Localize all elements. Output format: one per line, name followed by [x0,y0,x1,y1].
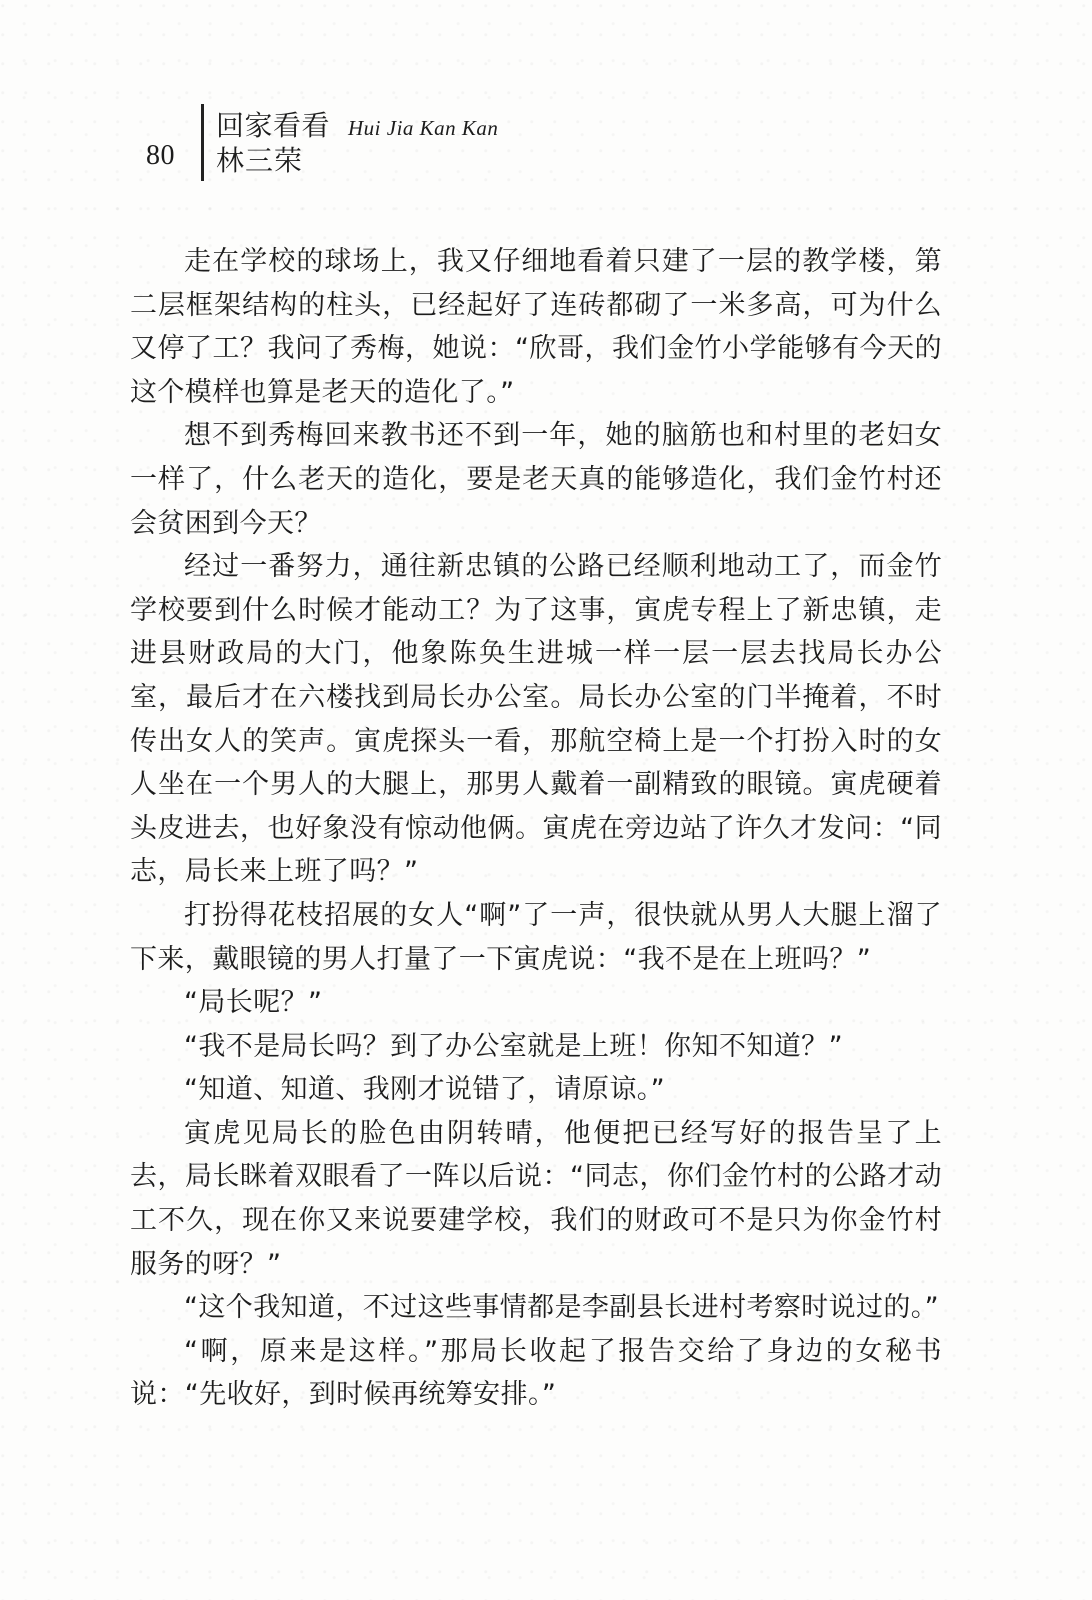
paragraph: 打扮得花枝招展的女人“啊”了一声，很快就从男人大腿上溜了下来，戴眼镜的男人打量了一下寅虎说：“我不是在上班吗？” [130,899,942,975]
dialogue-line: “这个我知道，不过这些事情都是李副县长进村考察时说过的。” [184,1292,940,1324]
author-name: 林三荣 [216,144,304,177]
dialogue-line: “局长呢？” [184,987,323,1019]
book-title: 回家看看 [216,109,331,142]
paragraph: “啊，原来是这样。”那局长收起了报告交给了身边的女秘书说：“先收好，到时候再统筹安排。” [130,1335,942,1411]
running-header [216,104,499,142]
paragraph: 走在学校的球场上，我又仔细地看着只建了一层的教学楼，第二层框架结构的柱头，已经起好了连砖都砌了一米多高，可为什么又停了工？我问了秀梅，她说：“欣哥，我们金竹小学能够有今天的这个模样也算是老天的造化了。” [130,246,942,408]
book-title-pinyin: Hui Jia Kan Kan [348,116,499,140]
dialogue-line: “知道、知道、我刚才说错了，请原谅。” [184,1074,666,1106]
paragraph: 想不到秀梅回来教书还不到一年，她的脑筋也和村里的老妇女一样了，什么老天的造化，要是老天真的能够造化，我们金竹村还会贫困到今天？ [130,420,942,539]
paragraph: 经过一番努力，通往新忠镇的公路已经顺利地动工了，而金竹学校要到什么时候才能动工？为了这事，寅虎专程上了新忠镇，走进县财政局的大门，他象陈奂生进城一样一层一层去找局长办公室，最后才在六楼找到局长办公室。局长办公室的门半掩着，不时传出女人的笑声。寅虎探头一看，那航空椅上是一个打扮入时的女人坐在一个男人的大腿上，那男人戴着一副精致的眼镜。寅虎硬着头皮进去，也好象没有惊动他俩。寅虎在旁边站了许久才发问：“同志，局长来上班了吗？” [130,551,942,888]
dialogue-line: “我不是局长吗？到了办公室就是上班！你知不知道？” [184,1030,843,1062]
body-text [130,240,942,1417]
header-divider [201,104,204,181]
page-number: 80 [146,140,175,171]
paragraph: 寅虎见局长的脸色由阴转晴，他便把已经写好的报告呈了上去，局长眯着双眼看了一阵以后说：“同志，你们金竹村的公路才动工不久，现在你又来说要建学校，我们的财政可不是只为你金竹村服务的呀？” [130,1117,942,1280]
